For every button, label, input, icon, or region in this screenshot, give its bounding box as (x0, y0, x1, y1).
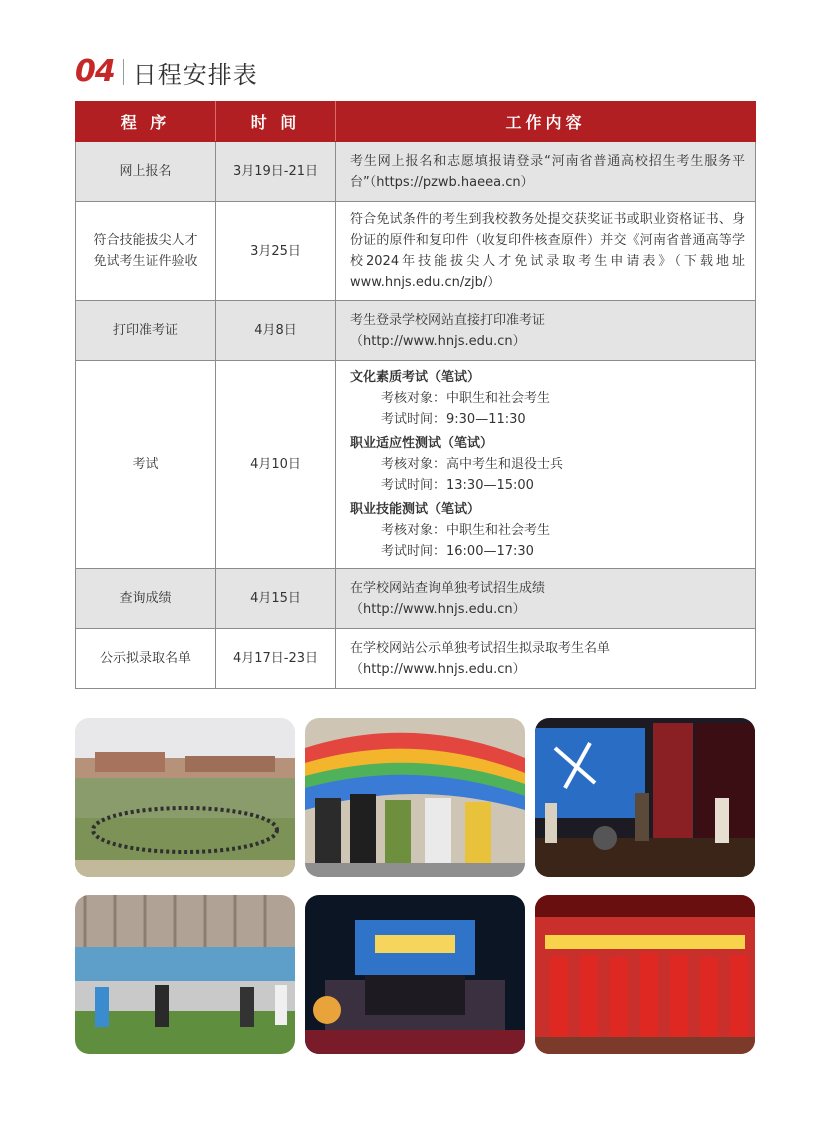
step-cell: 网上报名 (76, 142, 216, 202)
exam-time: 考试时间：13:30—15:00 (381, 478, 534, 493)
content-cell (336, 569, 756, 629)
content-cell (336, 301, 756, 361)
campus-field-circle-photo (75, 718, 295, 877)
section-number: 04 (75, 54, 115, 89)
step-cell: 考试 (76, 361, 216, 569)
content-cell (336, 142, 756, 202)
header-content: 工作内容 (336, 102, 756, 142)
step-cell: 查询成绩 (76, 569, 216, 629)
exam-title: 文化素质考试（笔试） (350, 370, 481, 385)
time-cell: 3月25日 (216, 202, 336, 301)
exam-target: 考核对象：高中考生和退役士兵 (381, 457, 564, 472)
section-divider (123, 59, 124, 85)
art-festival-group-photo (305, 895, 525, 1054)
exam-target: 考核对象：中职生和社会考生 (381, 391, 551, 406)
time-cell: 4月10日 (216, 361, 336, 569)
red-costume-dance-photo (535, 895, 755, 1054)
content-url: （http://www.hnjs.edu.cn） (350, 601, 526, 617)
content-text: 在学校网站查询单独考试招生成绩 (350, 580, 546, 596)
schedule-table (75, 101, 756, 689)
section-header (75, 52, 258, 92)
content-cell (336, 361, 756, 569)
step-line: 免试考生证件验收 (93, 254, 198, 269)
step-cell (76, 202, 216, 301)
table-row (76, 301, 756, 361)
stage-band-concert-photo (535, 718, 755, 877)
time-cell: 4月8日 (216, 301, 336, 361)
step-cell: 公示拟录取名单 (76, 629, 216, 689)
section-title: 日程安排表 (132, 60, 258, 89)
table-row (76, 202, 756, 301)
table-row (76, 629, 756, 689)
step-cell: 打印准考证 (76, 301, 216, 361)
header-time: 时 间 (216, 102, 336, 142)
table-row (76, 569, 756, 629)
table-row (76, 142, 756, 202)
content-url: （http://www.hnjs.edu.cn） (350, 333, 526, 349)
content-text: 符合免试条件的考生到我校教务处提交获奖证书或职业资格证书、身份证的原件和复印件（收复印件核查原件）并交《河南省普通高等学校2024年技能拔尖人才免试录取考生申请表》（下载地址www.hnjs.edu.cn/zjb/） (350, 212, 745, 290)
football-match-photo (75, 895, 295, 1054)
exam-title: 职业技能测试（笔试） (350, 502, 481, 517)
content-text: 考生登录学校网站直接打印准考证 (350, 312, 546, 328)
content-url: （http://www.hnjs.edu.cn） (350, 661, 526, 677)
header-step: 程 序 (76, 102, 216, 142)
exam-time: 考试时间：9:30—11:30 (381, 412, 526, 427)
table-row (76, 361, 756, 569)
exam-target: 考核对象：中职生和社会考生 (381, 523, 551, 538)
step-line: 符合技能拔尖人才 (93, 233, 198, 248)
content-cell (336, 629, 756, 689)
time-cell: 4月17日-23日 (216, 629, 336, 689)
exam-title: 职业适应性测试（笔试） (350, 436, 494, 451)
exam-time: 考试时间：16:00—17:30 (381, 544, 534, 559)
table-header-row (76, 102, 756, 142)
time-cell: 4月15日 (216, 569, 336, 629)
content-text: 考生网上报名和志愿填报请登录“河南省普通高校招生考生服务平台”（https://pzwb.haeea.cn） (350, 153, 745, 190)
time-cell: 3月19日-21日 (216, 142, 336, 202)
photo-gallery (75, 718, 755, 1054)
rainbow-parachute-game-photo (305, 718, 525, 877)
content-text: 在学校网站公示单独考试招生拟录取考生名单 (350, 640, 611, 656)
content-cell (336, 202, 756, 301)
